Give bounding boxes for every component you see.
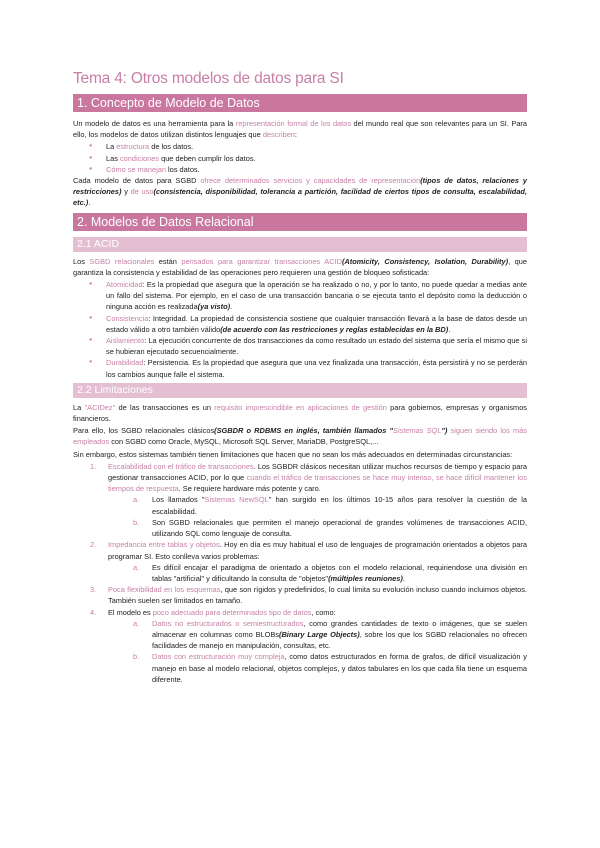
limitations-list xyxy=(73,461,527,685)
sub-list xyxy=(73,494,527,539)
list-item: ● Cómo se manejan los datos. xyxy=(73,164,527,175)
subsection-2-1-heading: 2.1 ACID xyxy=(73,237,527,252)
acid-property-list xyxy=(73,279,527,380)
list-item: ● Aislamiento: La ejecución concurrente de dos transacciones da como resultado un estado del sistema que sería el mismo que si se hubieran ejecutado secuencialmente. xyxy=(73,335,527,357)
document-title: Tema 4: Otros modelos de datos para SI xyxy=(73,70,344,87)
list-item: a. Es difícil encajar el paradigma de orientado a objetos con el modelo relacional, requiriendose una división en tablas "artificial" y dificultando la consulta de "objetos"(múltiples reuniones). xyxy=(133,562,527,583)
list-item: ● Atomicidad: Es la propiedad que asegura que la operación se ha realizado o no, y por lo tanto, no puede quedar a medias ante un fallo del sistema. Por ejemplo, en el caso de una transacción bancaria o se ejecuta tanto el depósito como la deducción o ninguna acción es realizada(ya visto). xyxy=(73,279,527,313)
s2-2-paragraph-1: La "ACIDez" de las transacciones es un requisito imprescindible en aplicaciones de gestión para gobiernos, empresas y organismos financieros. xyxy=(73,402,528,424)
list-item: 1. Escalabilidad con el tráfico de transacciones. Los SGBDR clásicos necesitan utilizar muchos recursos de tiempo y espacio para gestionar transacciones ACID, por lo que cuando el tráfico de transacciones se hace muy intenso, se hace difícil mantener los tiempos de respuesta. Se requiere hardware más potente y caro. a. Los llamados "Sistemas NewSQL" han surgido en los últimos 10-15 años para resolver la cuestión de la escalabilidad. b. Son SGBD relacionales que permiten el manejo operacional de grandes volúmenes de transacciones ACID, utilizando SQL como lenguaje de consulta. xyxy=(73,461,527,539)
section-2-heading: 2. Modelos de Datos Relacional xyxy=(73,213,527,231)
list-item: ● La estructura de los datos. xyxy=(73,141,527,152)
list-item: 2. Impedancia entre tablas y objetos. Hoy en día es muy habitual el uso de lenguajes de programación orientados a objetos para programar SI. Esto conlleva varios problemas: a. Es difícil encajar el paradigma de orientado a objetos con el modelo relacional, requiriendose una división en tablas "artificial" y dificultando la consulta de "objetos"(múltiples reuniones). xyxy=(73,539,527,584)
list-item: b. Datos con estructuración muy compleja, como datos estructurados en forma de grafos, de difícil visualización y manejo en base al modelo relacional, objetos complejos, y datos tabulares en los que cada fila tiene un esquema diferente. xyxy=(133,652,527,684)
sub-list xyxy=(73,618,527,685)
section-1-heading: 1. Concepto de Modelo de Datos xyxy=(73,94,527,112)
s2-2-paragraph-3: Sin embargo, estos sistemas también tienen limitaciones que hacen que no sean los más adecuados en determinadas circunstancias: xyxy=(73,449,513,459)
list-item: 3. Poca flexibilidad en los esquemas, que son rígidos y predefinidos, lo cual limita su evolución incluso cuando incluimos objetos. También suelen ser limitados en tamaño. xyxy=(90,585,527,606)
s1-paragraph-1: Un modelo de datos es una herramienta para la representación formal de los datos del mundo real que son relevantes para un SI. Para ello, los modelos de datos utilizan distintos lenguajes que describen: xyxy=(73,119,528,140)
list-item: 4. El modelo es poco adecuado para determinados tipo de datos, como: a. Datos no estructurados o semiestructurados, como grandes cantidades de texto o imágenes, que se suelen almacenar en columnas como BLOBs(Binary Large Objects), sobre los que los SGBD relacionales no ofrecen facilidades de manejo en manipulación, consultas, etc. b. Datos con estructuración muy compleja, como datos estructurados en forma de grafos, de difícil visualización y manejo en base al modelo relacional, objetos complejos, y datos tabulares en los que cada fila tiene un esquema diferente. xyxy=(73,607,527,685)
s1-paragraph-2: Cada modelo de datos para SGBD ofrece determinados servicios y capacidades de representación(tipos de datos, relaciones y restricciones) y de uso(consistencia, disponibilidad, tolerancia a partición, facilidad de ciertos tipos de consulta, escalabilidad, etc.). xyxy=(73,176,528,208)
subsection-2-2-heading: 2.2 Limitaciones xyxy=(73,383,527,398)
s2-1-paragraph-1: Los SGBD relacionales están pensados para garantizar transacciones ACID(Atomicity, Consistency, Isolation, Durability), que garantiza la consistencia y estabilidad de las operaciones pero requieren una gestión de bloqueo sofisticada: xyxy=(73,256,527,277)
list-item: ● Consistencia: Integridad. La propiedad de consistencia sostiene que cualquier transacción llevará a la base de datos desde un estado válido a otro también válido(de acuerdo con las restricciones y reglas establecidas en la BD). xyxy=(73,313,527,335)
list-item: ● Durabilidad: Persistencia. Es la propiedad que asegura que una vez finalizada una transacción, ésta persistirá y no se perderán los cambios aunque falle el sistema. xyxy=(73,357,527,379)
list-item: b. Son SGBD relacionales que permiten el manejo operacional de grandes volúmenes de transacciones ACID, utilizando SQL como lenguaje de consulta. xyxy=(133,517,527,539)
sub-list xyxy=(73,562,527,584)
list-item: a. Datos no estructurados o semiestructurados, como grandes cantidades de texto o imágenes, que se suelen almacenar en columnas como BLOBs(Binary Large Objects), sobre los que los SGBD relacionales no ofrecen facilidades de manejo en manipulación, consultas, etc. xyxy=(133,618,528,651)
list-item: a. Los llamados "Sistemas NewSQL" han surgido en los últimos 10-15 años para resolver la cuestión de la escalabilidad. xyxy=(133,495,527,516)
list-item: ● Las condiciones que deben cumplir los datos. xyxy=(73,153,527,164)
s1-bullet-list xyxy=(73,141,527,175)
document-page xyxy=(73,70,527,685)
s2-2-paragraph-2: Para ello, los SGBD relacionales clásicos(SGBDR o RDBMS en inglés, también llamados "Sistemas SQL") siguen siendo los más empleados con SGBD como Oracle, MySQL, Microsoft SQL Server, MariaDB, PostgreSQL,... xyxy=(73,426,527,447)
